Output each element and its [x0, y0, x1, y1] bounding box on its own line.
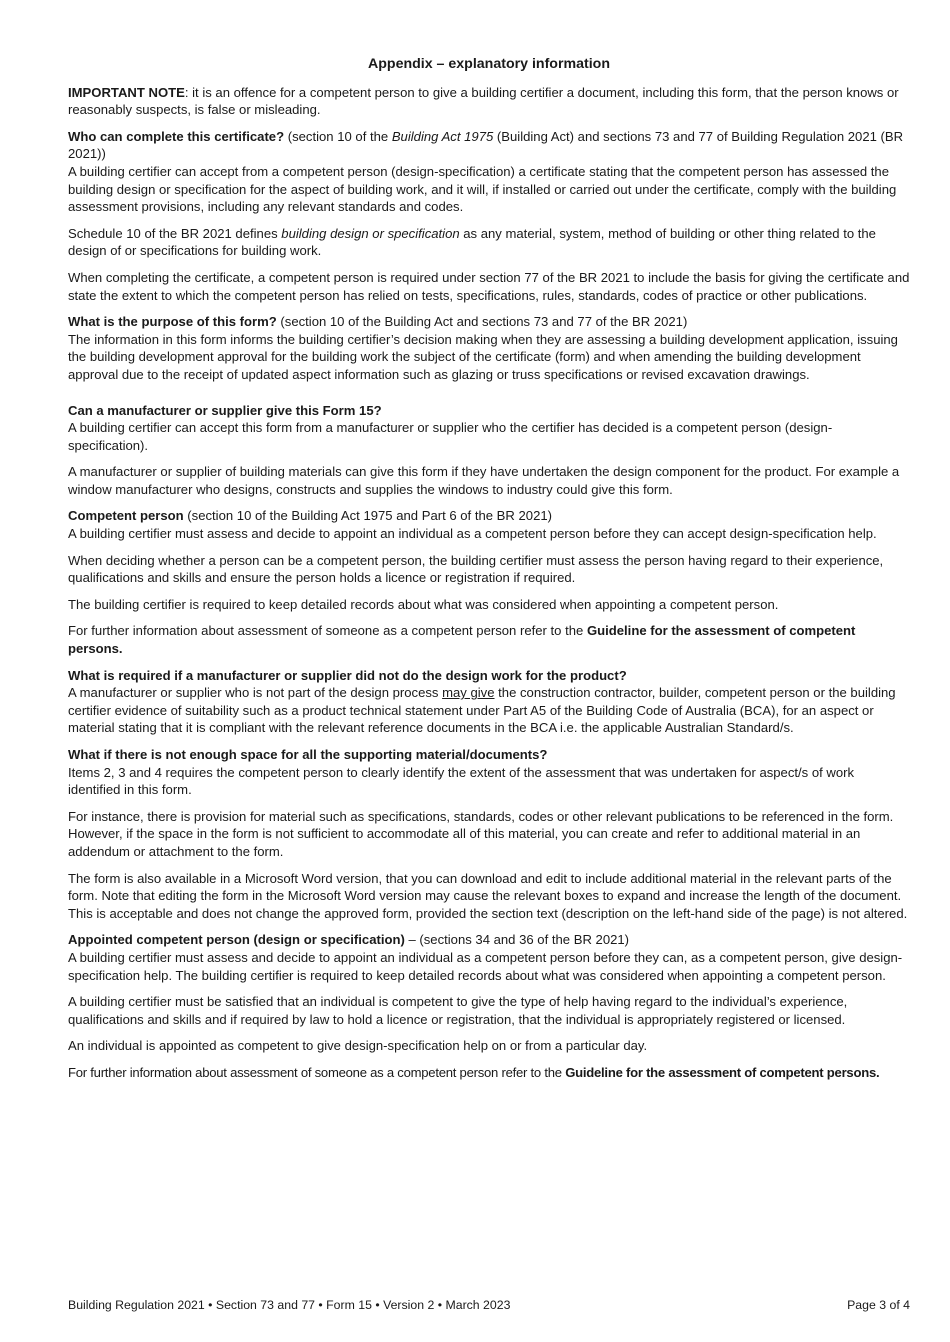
design-work-a: A manufacturer or supplier who is not part of the design process — [68, 685, 443, 701]
appointed-further — [68, 1064, 910, 1082]
schedule-term: building design or specification — [281, 225, 460, 241]
competent-body-3: The building certifier is required to keep detailed records about what was considered when appointing a competent person. — [68, 596, 779, 612]
appointed-body-2: A building certifier must be satisfied that an individual is competent to give the type of help having regard to the individual’s experience, qualifications and skills and if required by law to hold a licence or registration, that the individual is appropriately registered or licensed. — [68, 994, 848, 1027]
manufacturer-body-2: A manufacturer or supplier of building materials can give this form if they have undertaken the design component for the product. For example a window manufacturer who designs, constructs and supplies the windows to industry could give this form. — [68, 464, 900, 497]
competent-heading: Competent person — [68, 508, 184, 524]
space-section — [68, 746, 910, 799]
space-body-3: The form is also available in a Microsoft Word version, that you can download and edit to include additional material in the relevant parts of the form. Note that editing the form in the Microsoft Word version may cause the relevant boxes to expand and increase the length of the document. This is acceptable and does not change the approved form, provided the section text (description on the left-hand side of the page) is not altered. — [68, 870, 908, 921]
purpose-body: The information in this form informs the building certifier’s decision making when they are assessing a building development application, issuing the building development approval for the building work the subject of the certificate (form) and when amending the building development approval due to the receipt of updated aspect information such as glazing or truss specifications or revised excavation drawings. — [68, 331, 898, 382]
appointed-ref: – (sections 34 and 36 of the BR 2021) — [404, 932, 630, 948]
schedule-b: as any material, system, method of building or other thing related to the design of or specifications for building work. — [68, 225, 876, 259]
appointed-guideline-ref: Guideline for the assessment of competent persons. — [565, 1064, 880, 1080]
competent-section — [68, 507, 910, 542]
space-body-2: For instance, there is provision for material such as specifications, standards, codes or other relevant publications to be referenced in the form. However, if the space in the form is not sufficient to accommodate all of this material, you can create and refer to additional material in an addendum or attachment to the form. — [68, 808, 894, 859]
design-work-heading: What is required if a manufacturer or supplier did not do the design work for the product? — [68, 667, 627, 683]
appointed-body-3: An individual is appointed as competent to give design-specification help on or from a particular day. — [68, 1038, 648, 1054]
completing-paragraph: When completing the certificate, a competent person is required under section 77 of the BR 2021 to include the basis for giving the certificate and state the extent to which the competent person has relied on tests, specifications, rules, standards, codes of practice or other publications. — [68, 269, 910, 303]
appointed-section — [68, 931, 910, 984]
important-note-text: : it is an offence for a competent person to give a building certifier a document, including this form, that the person knows or reasonably suspects, is false or misleading. — [68, 84, 899, 118]
purpose-ref: (section 10 of the Building Act and sections 73 and 77 of the BR 2021) — [276, 314, 688, 330]
manufacturer-heading: Can a manufacturer or supplier give this Form 15? — [68, 402, 382, 418]
purpose-heading: What is the purpose of this form? — [68, 314, 277, 330]
schedule-paragraph — [68, 225, 910, 260]
footer-document-info: Building Regulation 2021 • Section 73 and 77 • Form 15 • Version 2 • March 2023 — [68, 1298, 511, 1312]
appointed-body-1: A building certifier must assess and decide to appoint an individual as a competent person before they can, as a competent person, give design-specification help. The building certifier is required to keep detailed records about what was considered when appointing a competent person. — [68, 949, 903, 983]
who-heading: Who can complete this certificate? — [68, 128, 285, 144]
competent-body-2: When deciding whether a person can be a competent person, the building certifier must assess the person having regard to their experience, qualifications and skills and ensure the person holds a licence or registration if required. — [68, 552, 884, 586]
who-section — [68, 128, 910, 216]
page-title: Appendix – explanatory information — [367, 56, 610, 72]
space-body-1: Items 2, 3 and 4 requires the competent person to clearly identify the extent of the assessment that was undertaken for aspect/s of work identified in this form. — [68, 764, 855, 798]
competent-further — [68, 622, 910, 657]
schedule-a: Schedule 10 of the BR 2021 defines — [68, 225, 282, 241]
manufacturer-section — [68, 402, 910, 455]
design-work-section — [68, 667, 910, 737]
competent-further-a: For further information about assessment of someone as a competent person refer to the — [68, 623, 587, 639]
who-ref-a: (section 10 of the — [284, 128, 392, 144]
page-footer — [68, 1298, 910, 1312]
appointed-further-a: For further information about assessment of someone as a competent person refer to the — [68, 1064, 566, 1080]
footer-page-number: Page 3 of 4 — [847, 1298, 910, 1312]
important-note-label: IMPORTANT NOTE — [68, 84, 185, 100]
manufacturer-body-1: A building certifier can accept this form from a manufacturer or supplier who the certifier has decided is a competent person (design-specification). — [68, 420, 833, 453]
competent-ref: (section 10 of the Building Act 1975 and Part 6 of the BR 2021) — [183, 508, 552, 524]
space-heading: What if there is not enough space for all the supporting material/documents? — [68, 747, 548, 762]
competent-body-1: A building certifier must assess and decide to appoint an individual as a competent person before they can accept design-specification help. — [68, 526, 877, 542]
important-note — [68, 84, 910, 119]
who-ref-act: Building Act 1975 — [391, 128, 494, 144]
document-body — [68, 52, 910, 1091]
who-body: A building certifier can accept from a competent person (design-specification) a certificate stating that the competent person has assessed the building design or specification for the aspect of building work, and it will, if installed or carried out under the certificate, comply with the building assessment provisions, including any relevant standards and codes. — [68, 163, 897, 215]
design-work-may-give: may give — [442, 685, 495, 701]
competent-guideline-ref: Guideline for the assessment of competent persons. — [68, 623, 856, 657]
who-ref-b: (Building Act) and sections 73 and 77 of Building Regulation 2021 (BR 2021)) — [68, 128, 904, 162]
appointed-heading: Appointed competent person (design or specification) — [68, 932, 405, 948]
design-work-b: the construction contractor, builder, competent person or the building certifier evidence of suitability such as a product technical statement under Part A5 of the Building Code of Australia (BCA), for an aspect or material stating that it is compliant with the relevant reference documents in the BCA i.e. the applicable Australian Standard/s. — [68, 685, 896, 736]
purpose-section — [68, 313, 910, 383]
